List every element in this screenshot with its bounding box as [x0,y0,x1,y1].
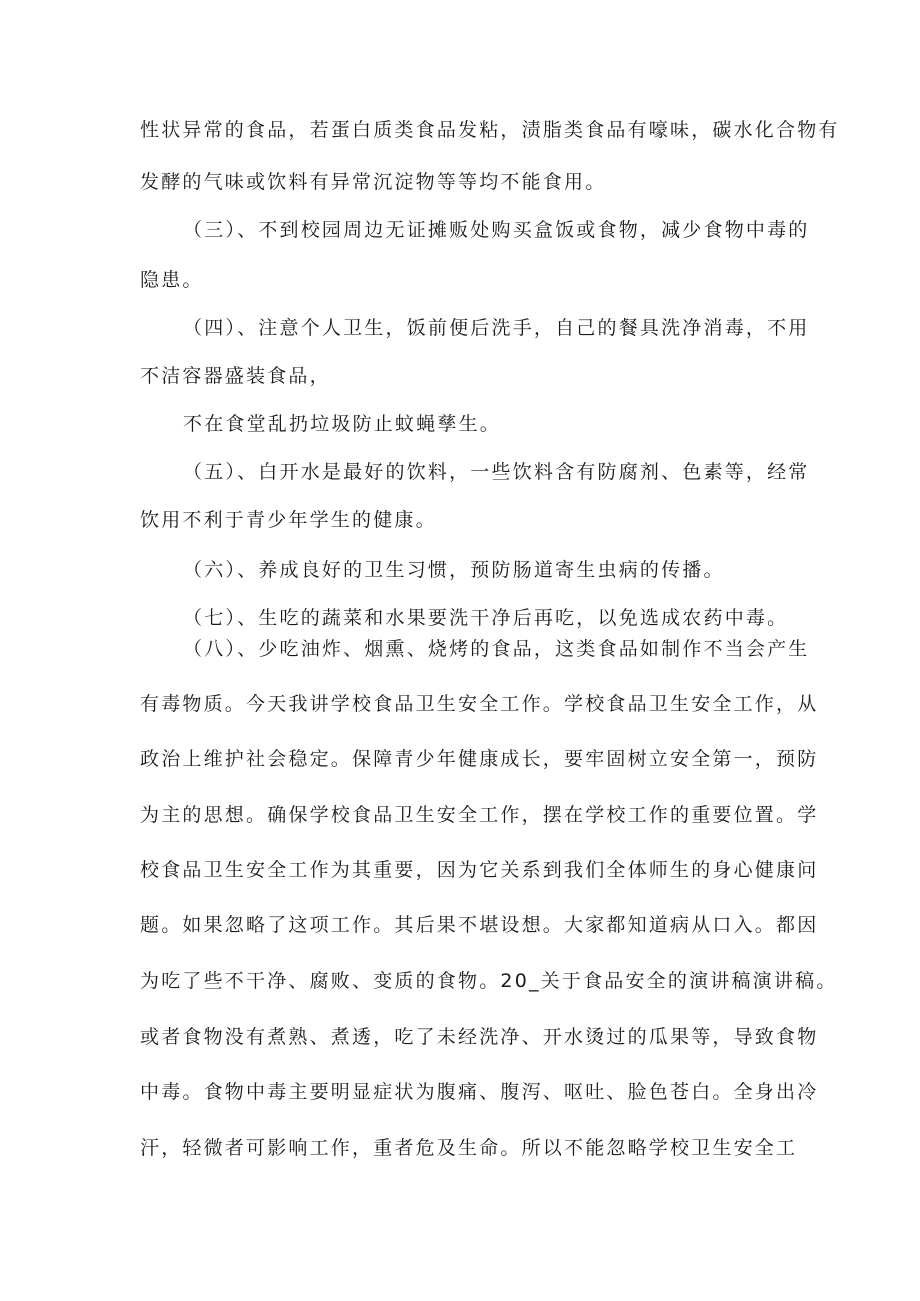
text-line-14: 政治上维护社会稳定。保障青少年健康成长，要牢固树立安全第一，预防 [140,748,819,770]
text-line-10: （六）、养成良好的卫生习惯，预防肠道寄生虫病的传播。 [183,559,725,581]
text-line-6: 不洁容器盛装食品， [140,365,331,387]
text-line-2: 发酵的气味或饮料有异常沉淀物等等均不能食用。 [140,171,607,193]
text-line-7: 不在食堂乱扔垃圾防止蚊蝇孳生。 [183,413,502,435]
text-line-1: 性状异常的食品，若蛋白质类食品发粘，渍脂类食品有嚎味，碳水化合物有 [140,119,840,141]
text-line-8: （五）、白开水是最好的饮料，一些饮料含有防腐剂、色素等，经常 [183,461,810,483]
text-line-12: （八）、少吃油炸、烟熏、烧烤的食品，这类食品如制作不当会产生 [183,638,810,660]
text-line-13: 有毒物质。今天我讲学校食品卫生安全工作。学校食品卫生安全工作，从 [140,693,819,715]
text-line-9: 饮用不利于青少年学生的健康。 [140,509,437,531]
text-line-16: 校食品卫生安全工作为其重要，因为它关系到我们全体师生的身心健康问 [140,859,819,881]
text-line-17: 题。如果忽略了这项工作。其后果不堪设想。大家都知道病从口入。都因 [140,914,819,936]
text-line-3: （三）、不到校园周边无证摊贩处购买盒饭或食物，减少食物中毒的 [183,219,810,241]
text-line-20: 中毒。食物中毒主要明显症状为腹痛、腹泻、呕吐、脸色苍白。全身出冷 [140,1081,819,1103]
text-line-18: 为吃了些不干净、腐败、变质的食物。20_关于食品安全的演讲稿演讲稿。 [140,970,838,992]
text-line-15: 为主的思想。确保学校食品卫生安全工作，摆在学校工作的重要位置。学 [140,804,819,826]
text-line-5: （四）、注意个人卫生，饭前便后洗手，自己的餐具洗净消毒，不用 [183,317,810,339]
text-line-21: 汗，轻微者可影响工作，重者危及生命。所以不能忽略学校卫生安全工 [140,1137,798,1159]
text-line-4: 隐患。 [140,269,204,291]
text-line-11: （七）、生吃的蔬菜和水果要洗干净后再吃，以免选成农药中毒。 [183,607,789,629]
text-line-19: 或者食物没有煮熟、煮透，吃了未经洗净、开水烫过的瓜果等，导致食物 [140,1026,819,1048]
